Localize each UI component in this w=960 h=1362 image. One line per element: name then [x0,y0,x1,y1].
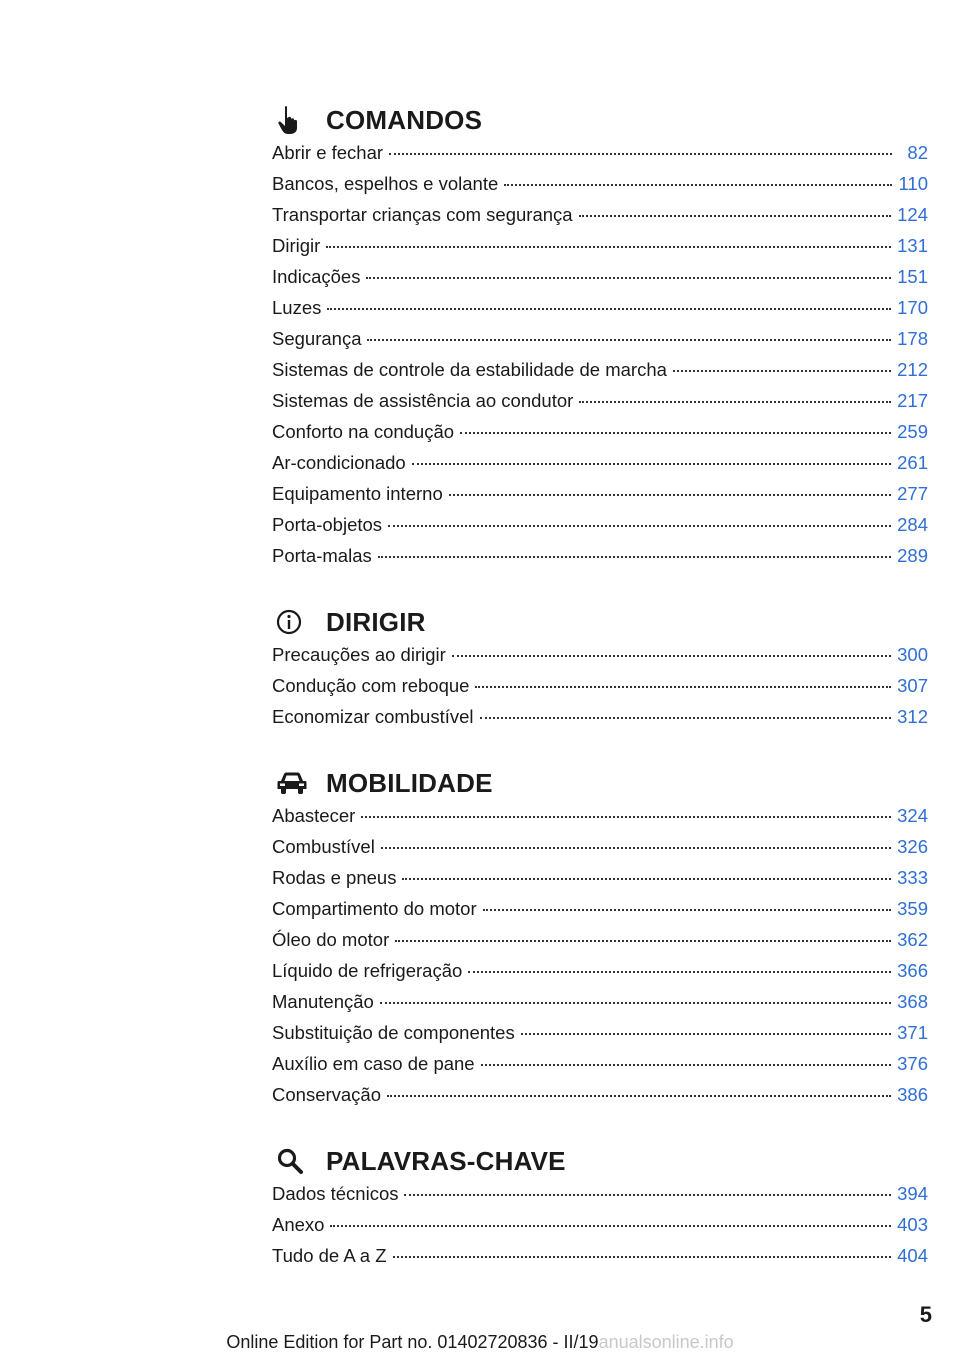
watermark-text: anualsonline.info [598,1332,734,1352]
dot-leader [480,717,892,719]
toc-entry-page-link[interactable]: 82 [907,142,928,163]
dot-leader [380,1002,891,1004]
toc-entry[interactable] [272,991,928,1022]
dot-leader [388,525,891,527]
toc-entry-label: Compartimento do motor [272,898,477,919]
toc-entry-label: Condução com reboque [272,675,470,696]
toc-entry[interactable] [272,644,928,675]
toc-entry-label: Abastecer [272,805,356,826]
toc-entry-label: Transportar crianças com segurança [272,204,573,225]
toc-entry[interactable] [272,204,928,235]
toc-entry[interactable] [272,805,928,836]
toc-entry-page-link[interactable]: 151 [897,266,928,287]
toc-entry-page-link[interactable]: 277 [897,483,928,504]
section-title: DIRIGIR [326,606,426,637]
toc-section [272,763,928,1115]
toc-entry-page-link[interactable]: 326 [897,836,928,857]
toc-entry-page-link[interactable]: 394 [897,1183,928,1204]
dot-leader [483,909,892,911]
toc-entry-label: Bancos, espelhos e volante [272,173,499,194]
toc-entry[interactable] [272,1053,928,1084]
toc-entry[interactable] [272,545,928,576]
toc-entry-list [272,1183,928,1276]
toc-entry-label: Ar-condicionado [272,452,406,473]
toc-entry-page-link[interactable]: 289 [897,545,928,566]
toc-entry[interactable] [272,1022,928,1053]
edition-text: Online Edition for Part no. 01402720836 - II/19 [226,1332,599,1352]
toc-entry-label: Sistemas de assistência ao condutor [272,390,574,411]
toc-entry[interactable] [272,1183,928,1214]
toc-entry-label: Combustível [272,836,375,857]
dot-leader [468,971,891,973]
toc-entry-label: Sistemas de controle da estabilidade de marcha [272,359,667,380]
toc-entry-page-link[interactable]: 362 [897,929,928,950]
magnifier-icon [272,1147,326,1175]
toc-entry[interactable] [272,235,928,266]
toc-entry[interactable] [272,1245,928,1276]
toc-entry-page-link[interactable]: 178 [897,328,928,349]
toc-entry[interactable] [272,898,928,929]
toc-entry-page-link[interactable]: 312 [897,706,928,727]
toc-entry[interactable] [272,452,928,483]
toc-entry-label: Tudo de A a Z [272,1245,387,1266]
dot-leader [378,556,891,558]
section-heading [272,100,928,140]
toc-entry-label: Óleo do motor [272,929,390,950]
toc-entry-label: Abrir e fechar [272,142,384,163]
toc-entry-page-link[interactable]: 403 [897,1214,928,1235]
toc-entry[interactable] [272,266,928,297]
toc-entry-page-link[interactable]: 300 [897,644,928,665]
toc-entry[interactable] [272,483,928,514]
dot-leader [387,1095,891,1097]
section-heading [272,602,928,642]
dot-leader [579,215,892,217]
toc-entry[interactable] [272,297,928,328]
section-title: PALAVRAS-CHAVE [326,1145,566,1176]
car-icon [272,771,326,795]
toc-entry[interactable] [272,960,928,991]
dot-leader [452,655,891,657]
toc-entry-page-link[interactable]: 124 [897,204,928,225]
dot-leader [475,686,891,688]
toc-entry[interactable] [272,390,928,421]
dot-leader [449,494,891,496]
toc-entry-page-link[interactable]: 324 [897,805,928,826]
toc-entry[interactable] [272,514,928,545]
toc-section [272,602,928,737]
dot-leader [366,277,891,279]
dot-leader [504,184,892,186]
dot-leader [327,308,891,310]
toc-entry-label: Manutenção [272,991,374,1012]
page-number: 5 [919,1302,932,1327]
dot-leader [367,339,891,341]
toc-entry-page-link[interactable]: 371 [897,1022,928,1043]
toc-entry-page-link[interactable]: 217 [897,390,928,411]
toc-entry-label: Dirigir [272,235,321,256]
toc-entry-label: Porta-malas [272,545,372,566]
toc-entry[interactable] [272,1214,928,1245]
dot-leader [402,878,891,880]
toc-section [272,1141,928,1276]
toc-entry[interactable] [272,359,928,390]
dot-leader [393,1256,892,1258]
toc-entry[interactable] [272,421,928,452]
dot-leader [395,940,891,942]
toc-entry-page-link[interactable]: 261 [897,452,928,473]
toc-entry[interactable] [272,142,928,173]
section-heading [272,1141,928,1181]
toc-entry-label: Porta-objetos [272,514,383,535]
toc-section [272,100,928,576]
section-title: MOBILIDADE [326,767,493,798]
toc-entry-page-link[interactable]: 131 [897,235,928,256]
toc-entry[interactable] [272,328,928,359]
toc-entry-label: Rodas e pneus [272,867,397,888]
toc-entry[interactable] [272,675,928,706]
dot-leader [361,816,891,818]
dot-leader [673,370,891,372]
dot-leader [460,432,891,434]
toc-entry-page-link[interactable]: 359 [897,898,928,919]
toc-entry-label: Líquido de refrigeração [272,960,463,981]
toc-entry[interactable] [272,1084,928,1115]
dot-leader [521,1033,891,1035]
hand-pointer-icon [272,105,326,135]
toc-entry-page-link[interactable]: 404 [897,1245,928,1266]
toc-entry-label: Equipamento interno [272,483,443,504]
toc-entry-page-link[interactable]: 170 [897,297,928,318]
toc-entry-label: Luzes [272,297,322,318]
dot-leader [404,1194,891,1196]
toc-entry-page-link[interactable]: 366 [897,960,928,981]
toc-entry-list [272,805,928,1115]
toc-entry-label: Anexo [272,1214,325,1235]
toc-entry-label: Economizar combustível [272,706,474,727]
toc-entry[interactable] [272,929,928,960]
toc-entry-label: Indicações [272,266,361,287]
table-of-contents [272,100,928,1302]
toc-entry-label: Segurança [272,328,362,349]
section-heading [272,763,928,803]
dot-leader [330,1225,891,1227]
toc-entry-label: Substituição de componentes [272,1022,515,1043]
toc-entry-list [272,142,928,576]
toc-entry-label: Auxílio em caso de pane [272,1053,475,1074]
toc-entry-page-link[interactable]: 307 [897,675,928,696]
dot-leader [381,847,891,849]
dot-leader [579,401,891,403]
dot-leader [412,463,891,465]
toc-entry-page-link[interactable]: 376 [897,1053,928,1074]
toc-entry-list [272,644,928,737]
toc-entry-page-link[interactable]: 259 [897,421,928,442]
toc-entry-page-link[interactable]: 212 [897,359,928,380]
dot-leader [326,246,891,248]
toc-entry-label: Dados técnicos [272,1183,399,1204]
toc-entry[interactable] [272,173,928,204]
dot-leader [389,153,892,155]
dot-leader [481,1064,892,1066]
toc-entry-page-link[interactable]: 368 [897,991,928,1012]
toc-entry[interactable] [272,706,928,737]
section-title: COMANDOS [326,104,483,135]
info-circle-icon [272,609,326,635]
toc-entry-page-link[interactable]: 333 [897,867,928,888]
toc-entry[interactable] [272,867,928,898]
toc-entry-label: Precauções ao dirigir [272,644,446,665]
toc-entry-page-link[interactable]: 110 [898,173,928,194]
toc-entry[interactable] [272,836,928,867]
toc-entry-page-link[interactable]: 386 [897,1084,928,1105]
toc-entry-label: Conservação [272,1084,382,1105]
footer [0,1332,960,1353]
toc-entry-label: Conforto na condução [272,421,455,442]
toc-entry-page-link[interactable]: 284 [897,514,928,535]
